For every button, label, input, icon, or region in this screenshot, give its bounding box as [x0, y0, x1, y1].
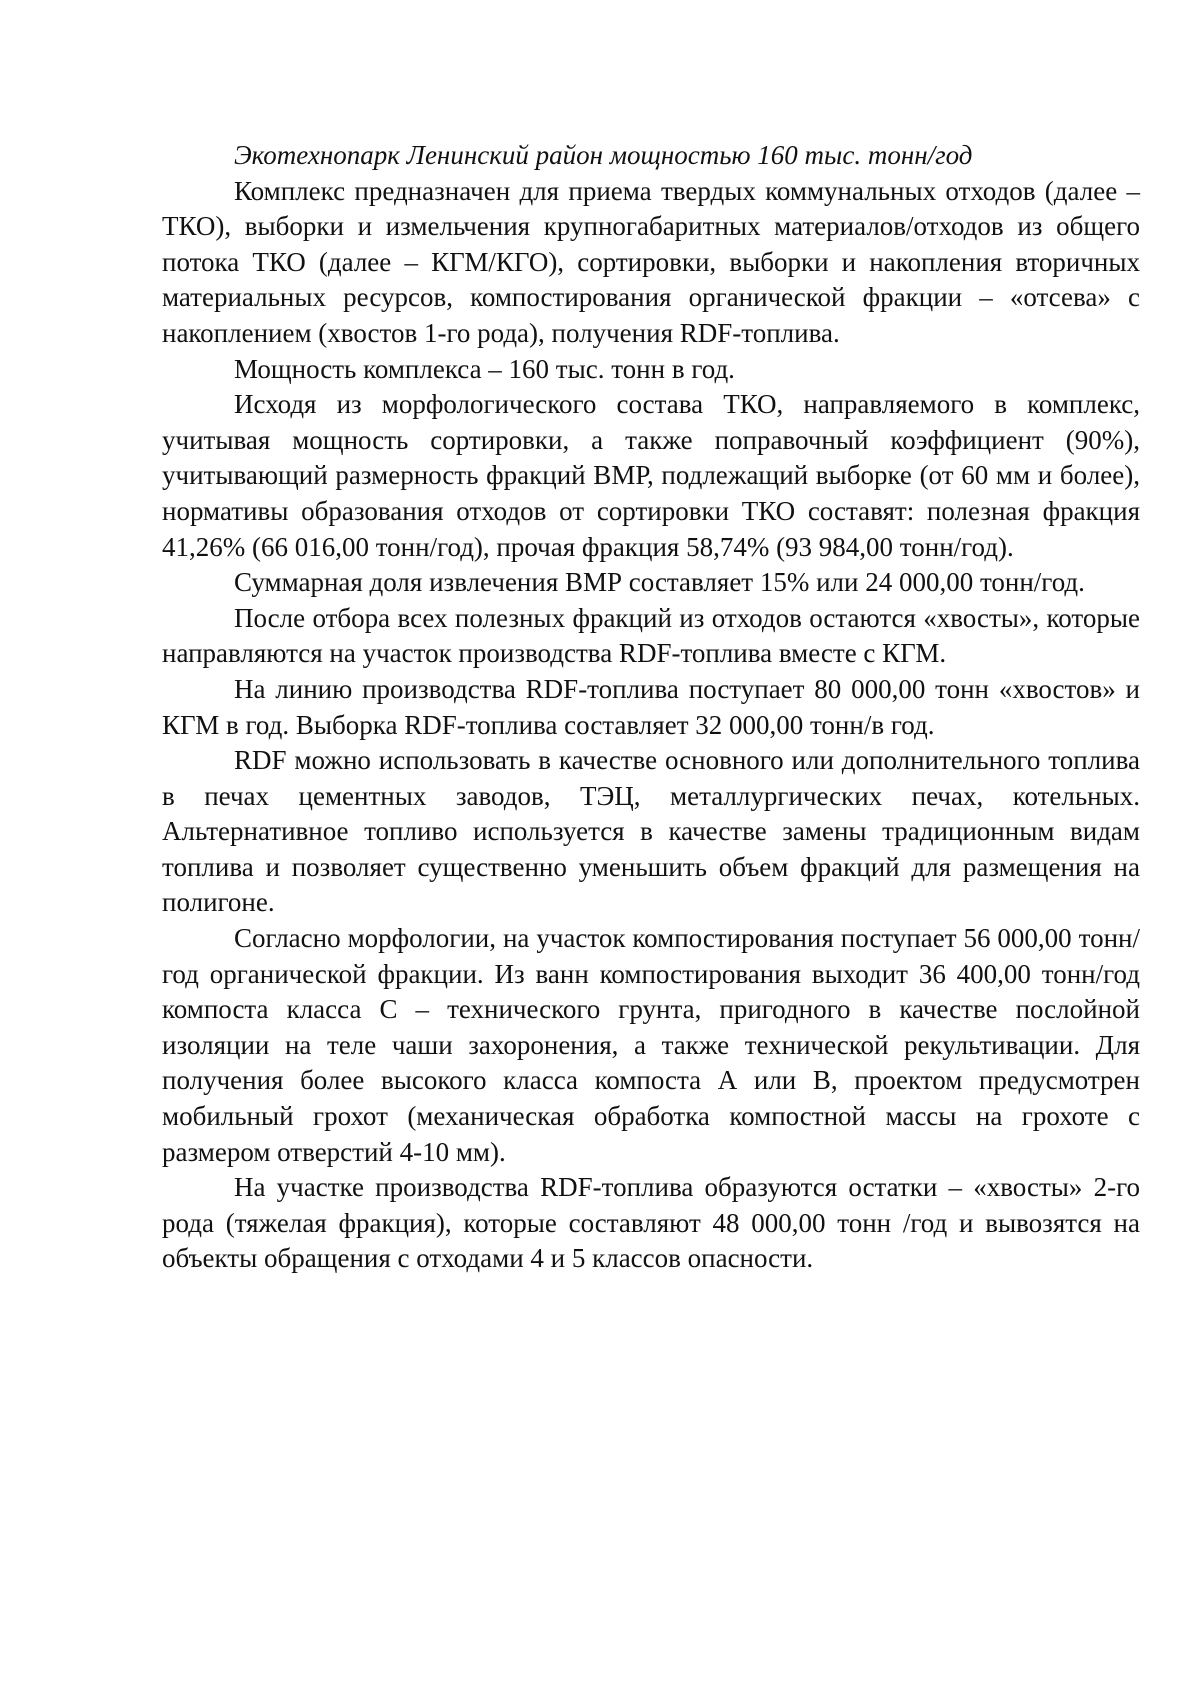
document-heading: Экотехнопарк Ленинский район мощностью 160 тыс. тонн/год	[234, 140, 973, 170]
paragraph-residues: На участке производства RDF-топлива образуются остатки – «хвосты» 2-го рода (тяжелая фракция), которые составляют 48 000,00 тонн /год и вывозятся на объекты обращения с отходами 4 и 5 классов опасности.	[162, 1172, 1140, 1274]
paragraph-tails: После отбора всех полезных фракций из отходов остаются «хвосты», которые направляются на участок производства RDF-топлива вместе с КГМ.	[162, 602, 1140, 669]
paragraph-rdf-usage: RDF можно использовать в качестве основного или дополнительного топлива в печах цементных заводов, ТЭЦ, металлургических печах, котельных. Альтернативное топливо используется в качестве замены традиционным видам топлива и позволяет существенно уменьшить объем фракций для размещения на полигоне.	[162, 745, 1140, 918]
paragraph-morphology: Исходя из морфологического состава ТКО, направляемого в комплекс, учитывая мощность сортировки, а также поправочный коэффициент (90%), учитывающий размерность фракций ВМР, подлежащий выборке (от 60 мм и более), нормативы образования отходов от сортировки ТКО составят: полезная фракция 41,26% (66 016,00 тонн/год), прочая фракция 58,74% (93 984,00 тонн/год).	[162, 389, 1140, 562]
paragraph-purpose: Комплекс предназначен для приема твердых коммунальных отходов (далее – ТКО), выборки и измельчения крупногабаритных материалов/отходов из общего потока ТКО (далее – КГМ/КГО), сортировки, выборки и накопления вторичных материальных ресурсов, компостирования органической фракции – «отсева» с накоплением (хвостов 1-го рода), получения RDF-топлива.	[162, 175, 1140, 348]
document-page	[162, 138, 1140, 1277]
paragraph-rdf-line: На линию производства RDF-топлива поступает 80 000,00 тонн «хвостов» и КГМ в год. Выборка RDF-топлива составляет 32 000,00 тонн/в год.	[162, 673, 1140, 740]
paragraph-recovery-share: Суммарная доля извлечения ВМР составляет 15% или 24 000,00 тонн/год.	[234, 567, 1085, 598]
paragraph-composting: Согласно морфологии, на участок компостирования поступает 56 000,00 тонн/год органической фракции. Из ванн компостирования выходит 36 400,00 тонн/год компоста класса С – технического грунта, пригодного в качестве послойной изоляции на теле чаши захоронения, а также технической рекультивации. Для получения более высокого класса компоста А или В, проектом предусмотрен мобильный грохот (механическая обработка компостной массы на грохоте с размером отверстий 4-10 мм).	[162, 923, 1140, 1167]
paragraph-capacity: Мощность комплекса – 160 тыс. тонн в год.	[234, 353, 735, 384]
